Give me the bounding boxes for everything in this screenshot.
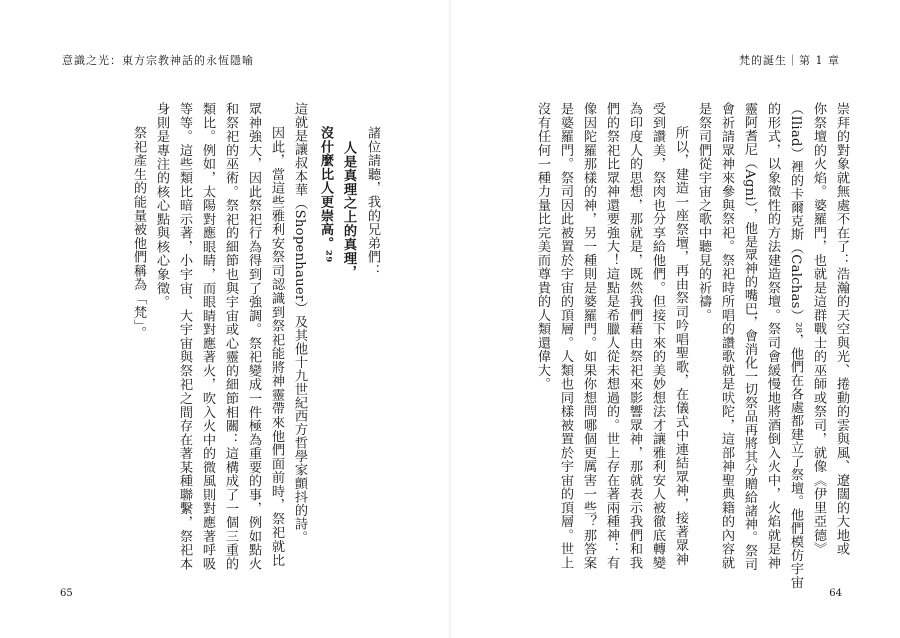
right-page-column-12: 像因陀羅那樣的神，另一種則是婆羅門。如果你想問哪個更厲害一些？那答案 — [581, 102, 596, 570]
right-page-column-5: 靈阿耆尼（Agni），他是眾神的嘴巴，會消化一切祭品再將其分贈給諸神。祭司 — [742, 102, 757, 571]
left-page-column-4: 這就是讓叔本華（Shopenhauer）及其他十九世紀西方哲學家顫抖的詩。 — [292, 102, 307, 544]
right-running-header: 梵的誕生｜第 1 章 — [739, 54, 840, 67]
poem-line-3: 沒什麼比人更崇高。²⁹ — [318, 126, 333, 263]
page-gutter — [449, 0, 451, 638]
right-page-column-8: 所以，建造一座祭壇，再由祭司吟唱聖歌，在儀式中連結眾神，接著眾神 — [673, 126, 688, 566]
poem-line-2: 人是真理之上的真理， — [341, 141, 356, 279]
left-page-column-6: 眾神強大，因此祭祀行為得到了強調。祭祀變成一件極為重要的事，例如點火 — [246, 102, 261, 571]
left-page-column-5: 因此，當這些雅利安祭司認識到祭祀能將神靈帶來他們面前時，祭祀就比 — [269, 126, 284, 567]
left-page-column-9: 等等。這些類比暗示著，小宇宙、大宇宙與祭祀之間存在著某種聯繫，祭祀本 — [177, 102, 192, 571]
left-page-column-8: 類比。例如，太陽對應眼睛，而眼睛對應著火，吹入火中的微風則對應著呼吸 — [200, 102, 215, 571]
left-page-number: 65 — [60, 588, 73, 599]
right-page-column-1: 崇拜的對象就無處不在了：浩瀚的天空與光、捲動的雲與風、遼闊的大地或 — [834, 102, 849, 556]
right-page-column-3: （Iliad）裡的卡爾克斯（Calchas）²⁸，他們在各處都建立了祭壇。他們模仿宇宙 — [788, 102, 803, 589]
left-page-column-7: 和祭祀的巫術。祭祀的細節也與宇宙或心靈的細節相關：這構成了一個三重的 — [223, 102, 238, 571]
right-page-column-9: 受到讚美，祭肉也分享給他們。但接下來的美妙想法才讓雅利安人被徹底轉變 — [650, 102, 665, 570]
left-page-column-11: 祭祀產生的能量被他們稱為「梵」。 — [131, 126, 146, 340]
right-page-column-6: 會祈請眾神來參與祭祀。祭祀時所唱的讚歌就是吠陀，這部神聖典籍的內容就 — [719, 102, 734, 570]
left-page-column-10: 身則是專注的核心點與核心象徵。 — [154, 102, 169, 309]
left-running-header: 意識之光：東方宗教神話的永恆隱喻 — [62, 54, 254, 67]
right-page-column-11: 們的祭祀比眾神還要強大！這點是希臘人從未想過的。世上存在著兩種神：有 — [604, 102, 619, 570]
poem-line-1: 諸位請聽，我的兄弟們： — [365, 126, 380, 278]
right-page-column-10: 為印度人的思想，那就是，既然我們藉由祭祀來影響眾神，那就表示我們和我 — [627, 102, 642, 570]
right-page-column-7: 是祭司們從宇宙之歌中聽見的祈禱。 — [696, 102, 711, 322]
right-page-column-14: 沒有任何一種力量比完美而尊貴的人類還偉大。 — [535, 102, 550, 391]
right-page-column-4: 的形式，以象徵性的方法建造祭壇。祭司會緩慢地將酒倒入火中，火焰就是神 — [765, 102, 780, 570]
right-page-number: 64 — [829, 588, 842, 599]
right-page-column-2: 你祭壇的火焰。婆羅門，也就是這群戰士的巫師或祭司，就像《伊里亞德》 — [811, 102, 826, 556]
right-page-column-13: 是婆羅門。祭司因此被置於宇宙的頂層。人類也同樣被置於宇宙的頂層。世上 — [558, 102, 573, 570]
